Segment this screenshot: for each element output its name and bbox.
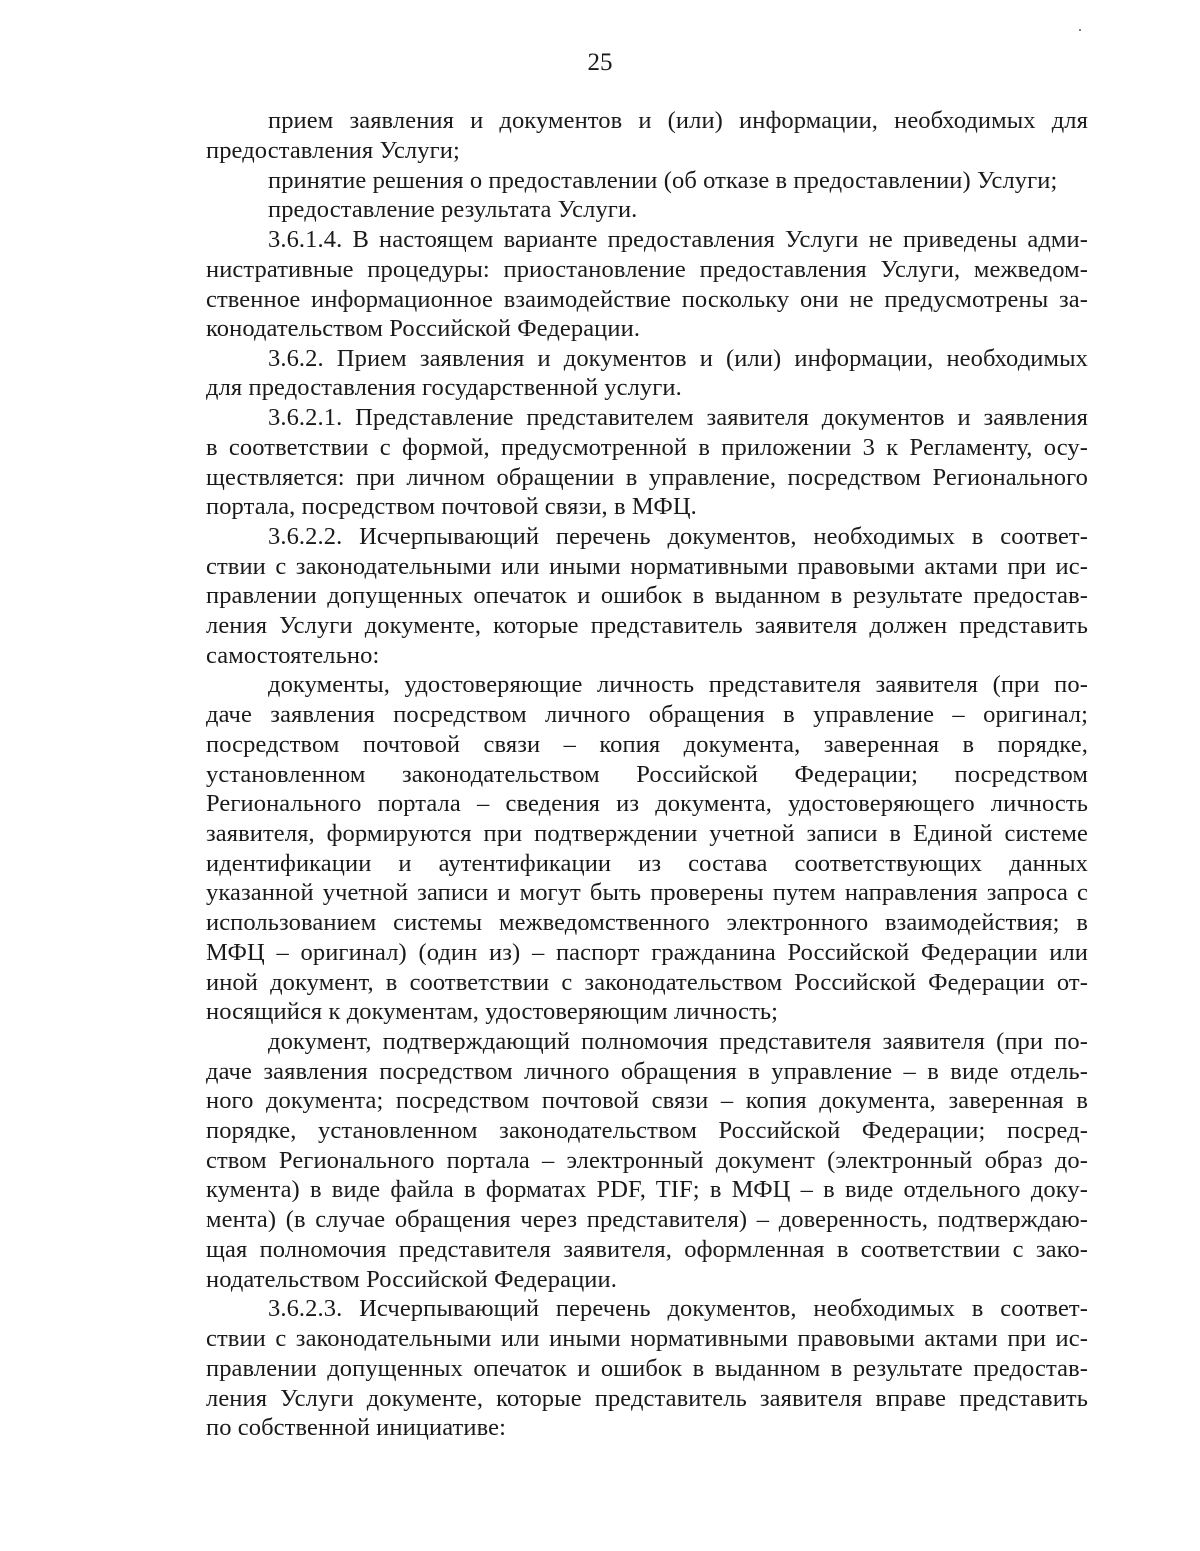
text-line: кумента) в виде файла в форматах PDF, TIF; в МФЦ – в виде отдельного доку- (206, 1176, 1088, 1203)
text-line: документ, подтверждающий полномочия представителя заявителя (при по- (268, 1028, 1088, 1055)
text-line: 3.6.2.1. Представление представителем заявителя документов и заявления (268, 404, 1088, 431)
text-line: правлении допущенных опечаток и ошибок в выданном в результате предостав- (206, 1355, 1088, 1382)
text-line: для предоставления государственной услуги. (206, 374, 682, 401)
text-line: конодательством Российской Федерации. (206, 315, 641, 342)
text-line: щая полномочия представителя заявителя, оформленная в соответствии с зако- (206, 1236, 1088, 1263)
text-line: ствии с законодательными или иными нормативными правовыми актами при ис- (206, 1325, 1088, 1352)
text-line: ственное информационное взаимодействие поскольку они не предусмотрены за- (206, 286, 1088, 313)
page-number: 25 (587, 49, 613, 76)
text-line: МФЦ – оригинал) (один из) – паспорт гражданина Российской Федерации или (206, 939, 1088, 966)
text-line: иной документ, в соответствии с законодательством Российской Федерации от- (206, 969, 1088, 996)
text-line: ществляется: при личном обращении в управление, посредством Регионального (206, 464, 1088, 491)
text-line: по собственной инициативе: (206, 1414, 506, 1441)
text-line: нодательством Российской Федерации. (206, 1266, 617, 1293)
text-line: ного документа; посредством почтовой связи – копия документа, заверенная в (206, 1087, 1088, 1114)
text-line: 3.6.2.3. Исчерпывающий перечень документов, необходимых в соответ- (268, 1295, 1088, 1322)
text-line: портала, посредством почтовой связи, в МФЦ. (206, 493, 697, 520)
text-line: правлении допущенных опечаток и ошибок в выданном в результате предостав- (206, 582, 1088, 609)
text-line: 3.6.1.4. В настоящем варианте предоставления Услуги не приведены адми- (268, 226, 1088, 253)
text-line: нистративные процедуры: приостановление предоставления Услуги, межведом- (206, 256, 1088, 283)
text-line: ления Услуги документе, которые представитель заявителя должен представить (206, 612, 1088, 639)
text-line: предоставления Услуги; (206, 137, 460, 164)
text-line: 3.6.2.2. Исчерпывающий перечень документов, необходимых в соответ- (268, 523, 1088, 550)
text-line: предоставление результата Услуги. (268, 196, 638, 223)
text-line: заявителя, формируются при подтверждении учетной записи в Единой системе (206, 820, 1088, 847)
text-line: даче заявления посредством личного обращения в управление – оригинал; (206, 701, 1088, 728)
text-line: порядке, установленном законодательством Российской Федерации; посред- (206, 1117, 1088, 1144)
text-line: мента) (в случае обращения через представителя) – доверенность, подтверждаю- (206, 1206, 1088, 1233)
text-line: указанной учетной записи и могут быть проверены путем направления запроса с (206, 879, 1088, 906)
text-line: носящийся к документам, удостоверяющим личность; (206, 998, 779, 1025)
text-line: использованием системы межведомственного электронного взаимодействия; в (206, 909, 1088, 936)
text-line: ством Регионального портала – электронный документ (электронный образ до- (206, 1147, 1088, 1174)
text-line: 3.6.2. Прием заявления и документов и (или) информации, необходимых (268, 345, 1088, 372)
text-line: Регионального портала – сведения из документа, удостоверяющего личность (206, 790, 1088, 817)
text-line: прием заявления и документов и (или) информации, необходимых для (268, 107, 1088, 134)
scan-speck (1079, 29, 1081, 31)
text-line: ления Услуги документе, которые представитель заявителя вправе представить (206, 1385, 1088, 1412)
text-line: документы, удостоверяющие личность представителя заявителя (при по- (268, 671, 1088, 698)
text-line: самостоятельно: (206, 642, 380, 669)
text-line: в соответствии с формой, предусмотренной в приложении 3 к Регламенту, осу- (206, 434, 1088, 461)
text-line: посредством почтовой связи – копия документа, заверенная в порядке, (206, 731, 1088, 758)
text-line: принятие решения о предоставлении (об отказе в предоставлении) Услуги; (268, 167, 1058, 194)
text-line: идентификации и аутентификации из состава соответствующих данных (206, 850, 1088, 877)
text-line: даче заявления посредством личного обращения в управление – в виде отдель- (206, 1058, 1088, 1085)
text-line: ствии с законодательными или иными нормативными правовыми актами при ис- (206, 553, 1088, 580)
text-line: установленном законодательством Российской Федерации; посредством (206, 761, 1088, 788)
